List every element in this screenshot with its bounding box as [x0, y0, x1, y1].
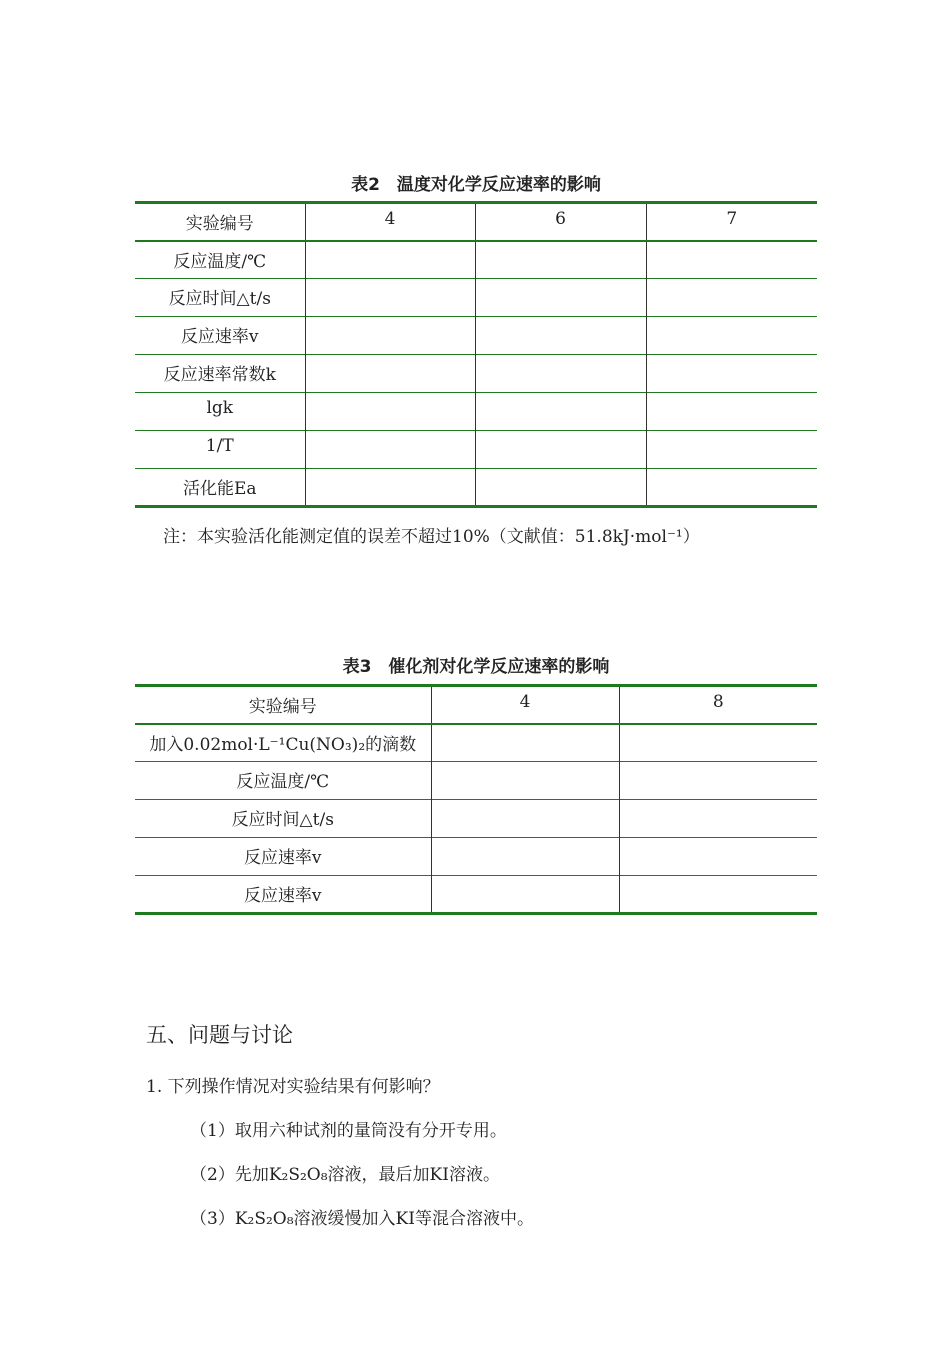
empty-cell — [305, 393, 475, 431]
table-row — [135, 431, 817, 469]
empty-cell — [619, 800, 817, 838]
question-item: （1）取用六种试剂的量筒没有分开专用。 — [190, 1121, 507, 1141]
question-1: 1. 下列操作情况对实验结果有何影响？ — [146, 1077, 440, 1097]
row-label: 反应速率v — [135, 317, 305, 355]
empty-cell — [475, 393, 646, 431]
empty-cell — [305, 279, 475, 317]
table2-note: 注：本实验活化能测定值的误差不超过10%（文献值：51.8kJ·mol⁻¹） — [163, 527, 700, 547]
row-label: 1/T — [135, 431, 305, 469]
empty-cell — [646, 393, 817, 431]
empty-cell — [475, 355, 646, 393]
row-label: 反应温度/℃ — [135, 241, 305, 279]
row-label: 活化能Ea — [135, 469, 305, 507]
empty-cell — [431, 838, 619, 876]
table3 — [135, 684, 817, 915]
table-row — [135, 279, 817, 317]
table2-header-cell: 4 — [305, 203, 475, 241]
empty-cell — [475, 317, 646, 355]
empty-cell — [431, 876, 619, 914]
row-label: 反应时间△t/s — [135, 279, 305, 317]
empty-cell — [475, 279, 646, 317]
row-label: 反应时间△t/s — [135, 800, 431, 838]
empty-cell — [305, 469, 475, 507]
table-row — [135, 317, 817, 355]
table3-header-cell: 实验编号 — [135, 686, 431, 724]
empty-cell — [305, 431, 475, 469]
empty-cell — [646, 355, 817, 393]
table2-header-cell: 实验编号 — [135, 203, 305, 241]
row-label: 反应速率v — [135, 876, 431, 914]
empty-cell — [305, 241, 475, 279]
table2-header-cell: 7 — [646, 203, 817, 241]
empty-cell — [431, 762, 619, 800]
table-row — [135, 838, 817, 876]
empty-cell — [475, 431, 646, 469]
table-row — [135, 800, 817, 838]
question-item: （3）K₂S₂O₈溶液缓慢加入KI等混合溶液中。 — [190, 1209, 534, 1229]
table-row — [135, 724, 817, 762]
question-item: （2）先加K₂S₂O₈溶液，最后加KI溶液。 — [190, 1165, 500, 1185]
table3-caption: 表3 催化剂对化学反应速率的影响 — [342, 657, 610, 677]
empty-cell — [619, 838, 817, 876]
table2-header-cell: 6 — [475, 203, 646, 241]
row-label: lgk — [135, 393, 305, 431]
empty-cell — [475, 469, 646, 507]
empty-cell — [619, 876, 817, 914]
table-row — [135, 762, 817, 800]
table2-header-row — [135, 203, 817, 241]
empty-cell — [305, 317, 475, 355]
empty-cell — [646, 469, 817, 507]
section-heading: 五、问题与讨论 — [146, 1023, 293, 1047]
row-label: 反应速率常数k — [135, 355, 305, 393]
table3-header-cell: 4 — [431, 686, 619, 724]
table-row — [135, 393, 817, 431]
empty-cell — [619, 724, 817, 762]
table-row — [135, 876, 817, 914]
empty-cell — [646, 317, 817, 355]
empty-cell — [619, 762, 817, 800]
empty-cell — [475, 241, 646, 279]
table-row — [135, 469, 817, 507]
empty-cell — [431, 724, 619, 762]
empty-cell — [646, 279, 817, 317]
empty-cell — [646, 241, 817, 279]
table2 — [135, 201, 817, 508]
table-row — [135, 241, 817, 279]
row-label: 加入0.02mol·L⁻¹Cu(NO₃)₂的滴数 — [135, 724, 431, 762]
row-label: 反应速率v — [135, 838, 431, 876]
empty-cell — [305, 355, 475, 393]
table2-caption: 表2 温度对化学反应速率的影响 — [351, 175, 601, 195]
empty-cell — [431, 800, 619, 838]
table-row — [135, 355, 817, 393]
table3-header-cell: 8 — [619, 686, 817, 724]
empty-cell — [646, 431, 817, 469]
table3-header-row — [135, 686, 817, 724]
row-label: 反应温度/℃ — [135, 762, 431, 800]
